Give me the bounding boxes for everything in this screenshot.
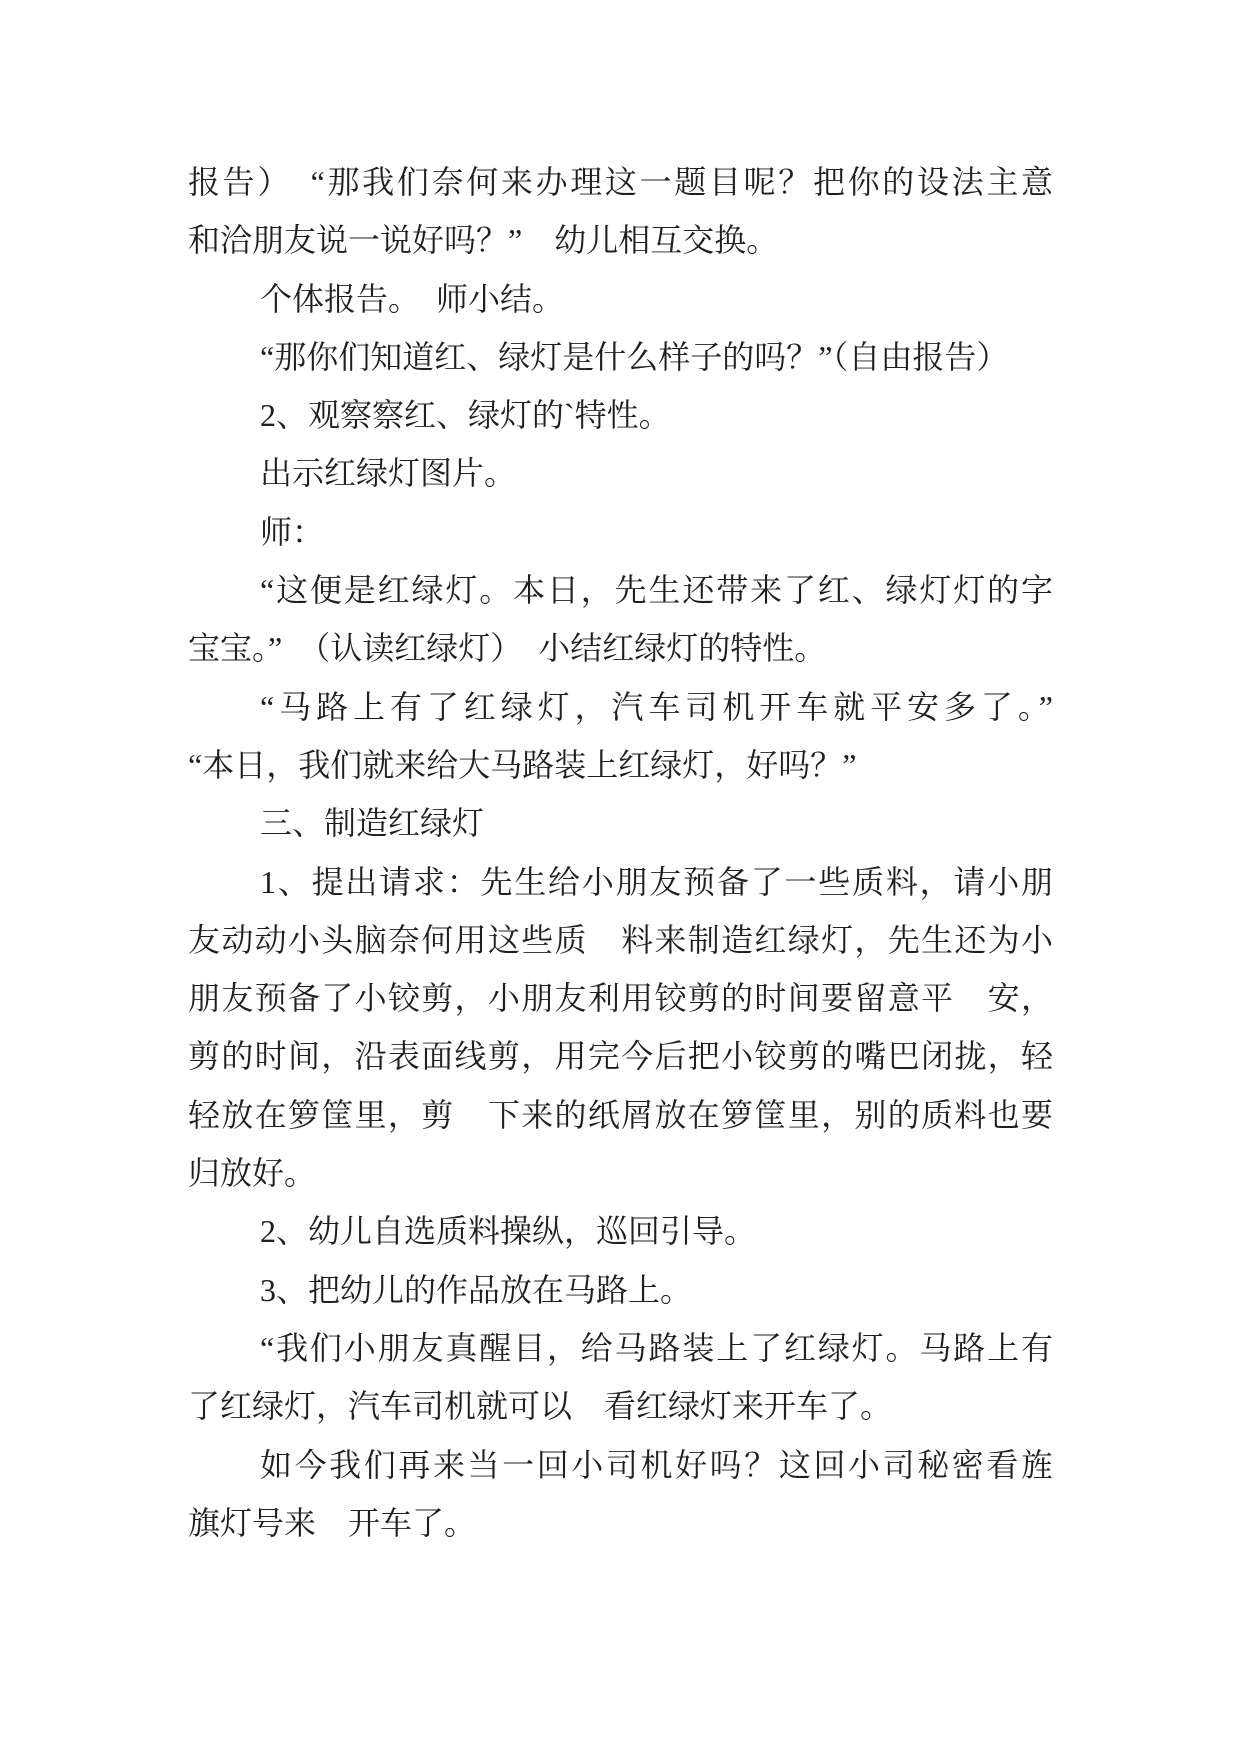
document-line: 如今我们再来当一回小司机好吗？这回小司秘密看旌 (260, 1446, 1053, 1483)
document-line: 2、幼儿自选质料操纵，巡回引导。 (260, 1213, 757, 1250)
document-line: 朋友预备了小铰剪，小朋友利用铰剪的时间要留意平 安， (188, 980, 1053, 1017)
document-line: 旗灯号来 开车了。 (188, 1504, 477, 1541)
document-line: 友动动小头脑奈何用这些质 料来制造红绿灯，先生还为小 (188, 921, 1053, 958)
document-line: “这便是红绿灯。本日，先生还带来了红、绿灯灯的字 (260, 572, 1053, 609)
document-page (188, 153, 1053, 1552)
document-line: 轻放在箩筐里，剪 下来的纸屑放在箩筐里，别的质料也要 (188, 1096, 1053, 1133)
document-line: 三、制造红绿灯 (260, 805, 485, 842)
document-line: 3、把幼儿的作品放在马路上。 (260, 1271, 693, 1308)
document-line: “本日，我们就来给大马路装上红绿灯，好吗？” (188, 746, 857, 783)
document-line: 出示红绿灯图片。 (260, 455, 517, 492)
document-line: 个体报告。 师小结。 (260, 280, 565, 317)
document-line: 师： (260, 513, 325, 550)
document-line: 了红绿灯，汽车司机就可以 看红绿灯来开车了。 (188, 1388, 893, 1425)
document-line: 剪的时间，沿表面线剪，用完今后把小铰剪的嘴巴闭拢，轻 (188, 1038, 1053, 1075)
document-line: “我们小朋友真醒目，给马路装上了红绿灯。马路上有 (260, 1329, 1053, 1366)
document-line: “那你们知道红、绿灯是什么样子的吗？”（自由报告） (260, 338, 1009, 375)
document-line: 归放好。 (188, 1155, 317, 1192)
document-line: 报告） “那我们奈何来办理这一题目呢？把你的设法主意 (188, 164, 1053, 200)
document-line: 2、观察察红、绿灯的`特性。 (260, 397, 671, 434)
document-line: 和洽朋友说一说好吗？” 幼儿相互交换。 (188, 222, 779, 259)
document-line: “马路上有了红绿灯，汽车司机开车就平安多了。” (260, 688, 1053, 725)
document-line: 宝宝。” （认读红绿灯） 小结红绿灯的特性。 (188, 630, 827, 667)
document-line: 1、提出请求：先生给小朋友预备了一些质料，请小朋 (260, 863, 1053, 900)
